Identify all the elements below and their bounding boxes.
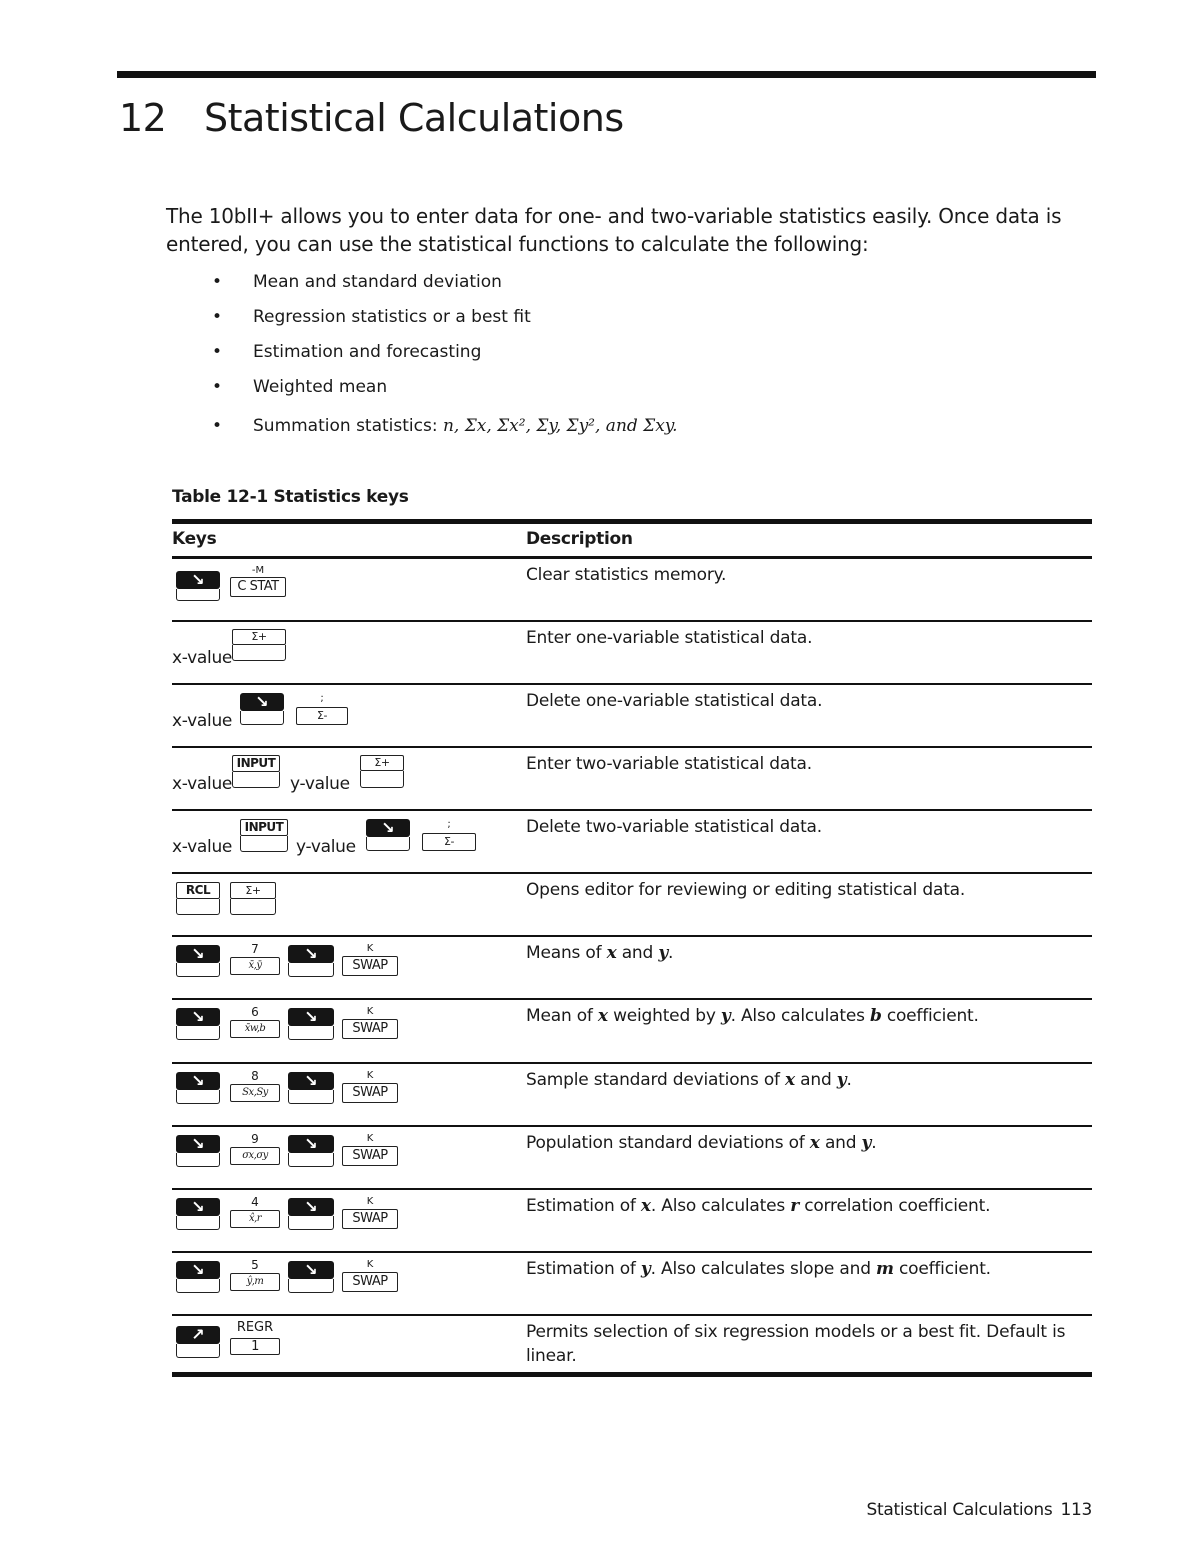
- table-row: ↘ 9 σx,σy ↘ K SWAP Population standard deviations of x and y.: [172, 1127, 1092, 1190]
- x-value-label: x-value: [172, 711, 233, 731]
- arrow-down-icon: ↘: [176, 1008, 220, 1026]
- arrow-down-icon: ↘: [176, 1261, 220, 1279]
- row-description: Enter two-variable statistical data.: [526, 754, 812, 774]
- table-top-rule: [172, 519, 1092, 524]
- table-row: x-value Σ+ Enter one-variable statistical data.: [172, 622, 1092, 685]
- arrow-down-icon: ↘: [176, 1198, 220, 1216]
- row-description: Delete one-variable statistical data.: [526, 691, 823, 711]
- arrow-down-icon: ↘: [176, 1135, 220, 1153]
- arrow-down-icon: ↘: [176, 571, 220, 589]
- arrow-down-icon: ↘: [288, 1135, 334, 1153]
- feature-list: [166, 268, 678, 448]
- row-description: Population standard deviations of x and y.: [526, 1133, 877, 1153]
- page-number: 113: [1060, 1500, 1092, 1520]
- table-row: ↘ 5 ŷ,m ↘ K SWAP Estimation of y. Also calculates slope and m coefficient.: [172, 1253, 1092, 1316]
- y-value-label: y-value: [290, 774, 350, 794]
- list-item: • Estimation and forecasting: [212, 342, 482, 362]
- list-item-summation: • Summation statistics: n, Σx, Σx², Σy, Σy², and Σxy.: [212, 416, 678, 436]
- table-row: x-value INPUT y-value ↘ ; Σ- Delete two-variable statistical data.: [172, 811, 1092, 874]
- row-description: Permits selection of six regression models or a best fit. Default is linear.: [526, 1322, 1066, 1366]
- row-description: Estimation of y. Also calculates slope and m coefficient.: [526, 1259, 991, 1279]
- x-value-label: x-value: [172, 774, 233, 794]
- chapter-number: 12: [119, 96, 167, 140]
- table-body: [172, 559, 1092, 1372]
- header-description: Description: [526, 529, 633, 549]
- row-description: Means of x and y.: [526, 943, 674, 963]
- row-description: Mean of x weighted by y. Also calculates b coefficient.: [526, 1006, 979, 1026]
- table-row: x-value ↘ ; Σ- Delete one-variable statistical data.: [172, 685, 1092, 748]
- table-row: x-value INPUT y-value Σ+ Enter two-variable statistical data.: [172, 748, 1092, 811]
- header-keys: Keys: [172, 529, 217, 549]
- table-row: ↘ 8 Sx,Sy ↘ K SWAP Sample standard deviations of x and y.: [172, 1064, 1092, 1127]
- table-bottom-rule: [172, 1372, 1092, 1377]
- row-description: Delete two-variable statistical data.: [526, 817, 822, 837]
- table-row: ↘ 4 x̂,r ↘ K SWAP Estimation of x. Also calculates r correlation coefficient.: [172, 1190, 1092, 1253]
- x-value-label: x-value: [172, 837, 233, 857]
- arrow-down-icon: ↘: [176, 1072, 220, 1090]
- arrow-down-icon: ↘: [240, 693, 284, 711]
- list-item: • Regression statistics or a best fit: [212, 307, 531, 327]
- list-item: • Mean and standard deviation: [212, 272, 502, 292]
- top-rule: [117, 71, 1096, 78]
- arrow-down-icon: ↘: [288, 945, 334, 963]
- arrow-down-icon: ↘: [176, 945, 220, 963]
- arrow-up-icon: ↗: [176, 1326, 220, 1344]
- row-description: Opens editor for reviewing or editing statistical data.: [526, 880, 966, 900]
- table-row: ↘ 7 x̄,ȳ ↘ K SWAP Means of x and y.: [172, 937, 1092, 1000]
- table-row: RCL Σ+ Opens editor for reviewing or editing statistical data.: [172, 874, 1092, 937]
- table-row: ↘ -M C STAT Clear statistics memory.: [172, 559, 1092, 622]
- footer-section: Statistical Calculations: [866, 1500, 1053, 1520]
- table-row: ↘ 6 x̄w,b ↘ K SWAP Mean of x weighted by y. Also calculates b coefficient.: [172, 1000, 1092, 1064]
- table-header: [172, 526, 1092, 558]
- chapter-title: Statistical Calculations: [204, 96, 624, 140]
- table-caption: Table 12-1 Statistics keys: [172, 487, 409, 507]
- page-footer: [867, 1500, 1092, 1520]
- arrow-down-icon: ↘: [366, 819, 410, 837]
- intro-paragraph: The 10bII+ allows you to enter data for one- and two-variable statistics easily. Once data is entered, you can use the statistical functions to calculate the following:: [166, 204, 1062, 256]
- row-description: Sample standard deviations of x and y.: [526, 1070, 852, 1090]
- list-item: • Weighted mean: [212, 377, 388, 397]
- row-description: Enter one-variable statistical data.: [526, 628, 813, 648]
- arrow-down-icon: ↘: [288, 1198, 334, 1216]
- summation-symbols: n, Σx, Σx², Σy, Σy², and Σxy.: [442, 416, 678, 436]
- arrow-down-icon: ↘: [288, 1261, 334, 1279]
- x-value-label: x-value: [172, 648, 233, 668]
- arrow-down-icon: ↘: [288, 1072, 334, 1090]
- table-row: ↗ REGR 1 Permits selection of six regression models or a best fit. Default is linear.: [172, 1316, 1092, 1372]
- arrow-down-icon: ↘: [288, 1008, 334, 1026]
- chapter-heading: [119, 96, 624, 140]
- row-description: Clear statistics memory.: [526, 565, 727, 585]
- y-value-label: y-value: [296, 837, 356, 857]
- row-description: Estimation of x. Also calculates r correlation coefficient.: [526, 1196, 991, 1216]
